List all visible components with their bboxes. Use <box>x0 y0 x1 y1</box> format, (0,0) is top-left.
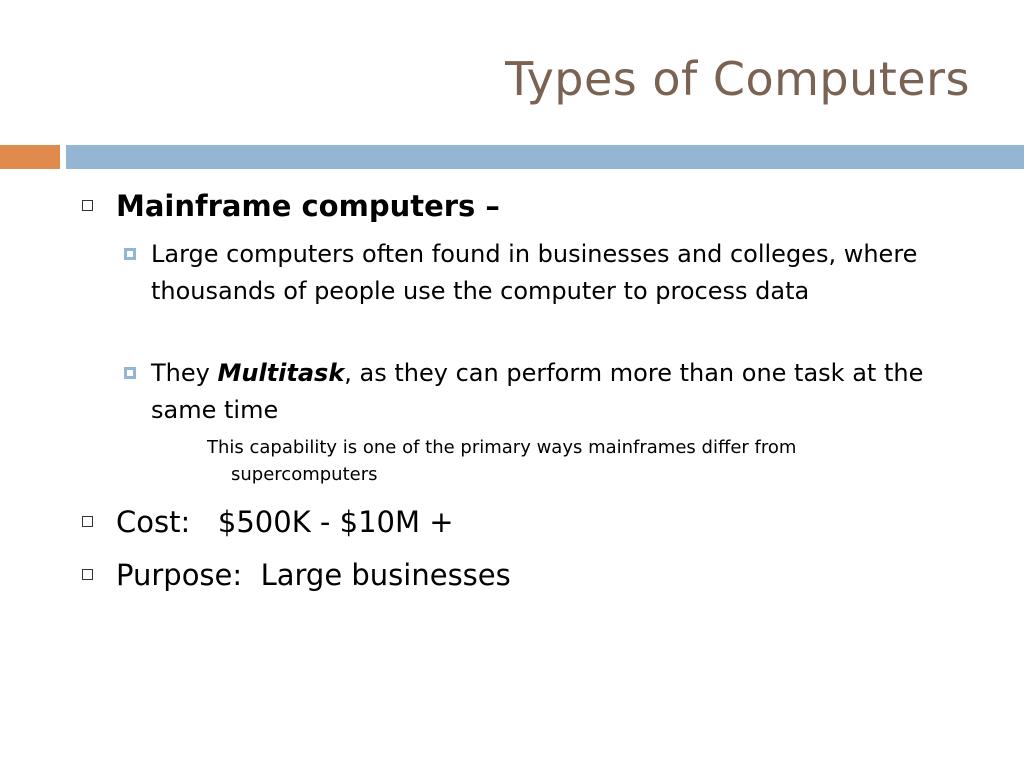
multitask-emphasis: Multitask <box>217 359 345 387</box>
sub-bullet-text: Large computers often found in businesses and colleges, where thousands of people use the computer to process data <box>151 240 918 305</box>
square-bullet-icon <box>124 248 136 260</box>
hollow-square-bullet-icon <box>82 516 93 527</box>
sub-bullet-item-multitask <box>151 355 951 429</box>
hollow-square-bullet-icon <box>82 569 93 580</box>
purpose-text: Purpose: Large businesses <box>116 558 511 592</box>
sub-bullet-item-description <box>151 236 951 310</box>
hollow-square-bullet-icon <box>82 200 93 211</box>
sub-sub-note: This capability is one of the primary ways mainframes differ from supercomputers <box>207 437 797 485</box>
sub-bullet-suffix: , as they can perform more than one task at the same time <box>151 359 924 424</box>
bullet-item-mainframe <box>116 188 500 224</box>
sub-bullet-prefix: They <box>151 359 218 387</box>
bullet-item-purpose <box>116 557 511 593</box>
cost-text: Cost: $500K - $10M + <box>116 505 454 539</box>
bullet-item-cost <box>116 504 454 540</box>
square-bullet-icon <box>124 367 136 379</box>
slide-title: Types of Computers <box>505 52 970 106</box>
bullet-heading: Mainframe computers – <box>116 189 500 223</box>
